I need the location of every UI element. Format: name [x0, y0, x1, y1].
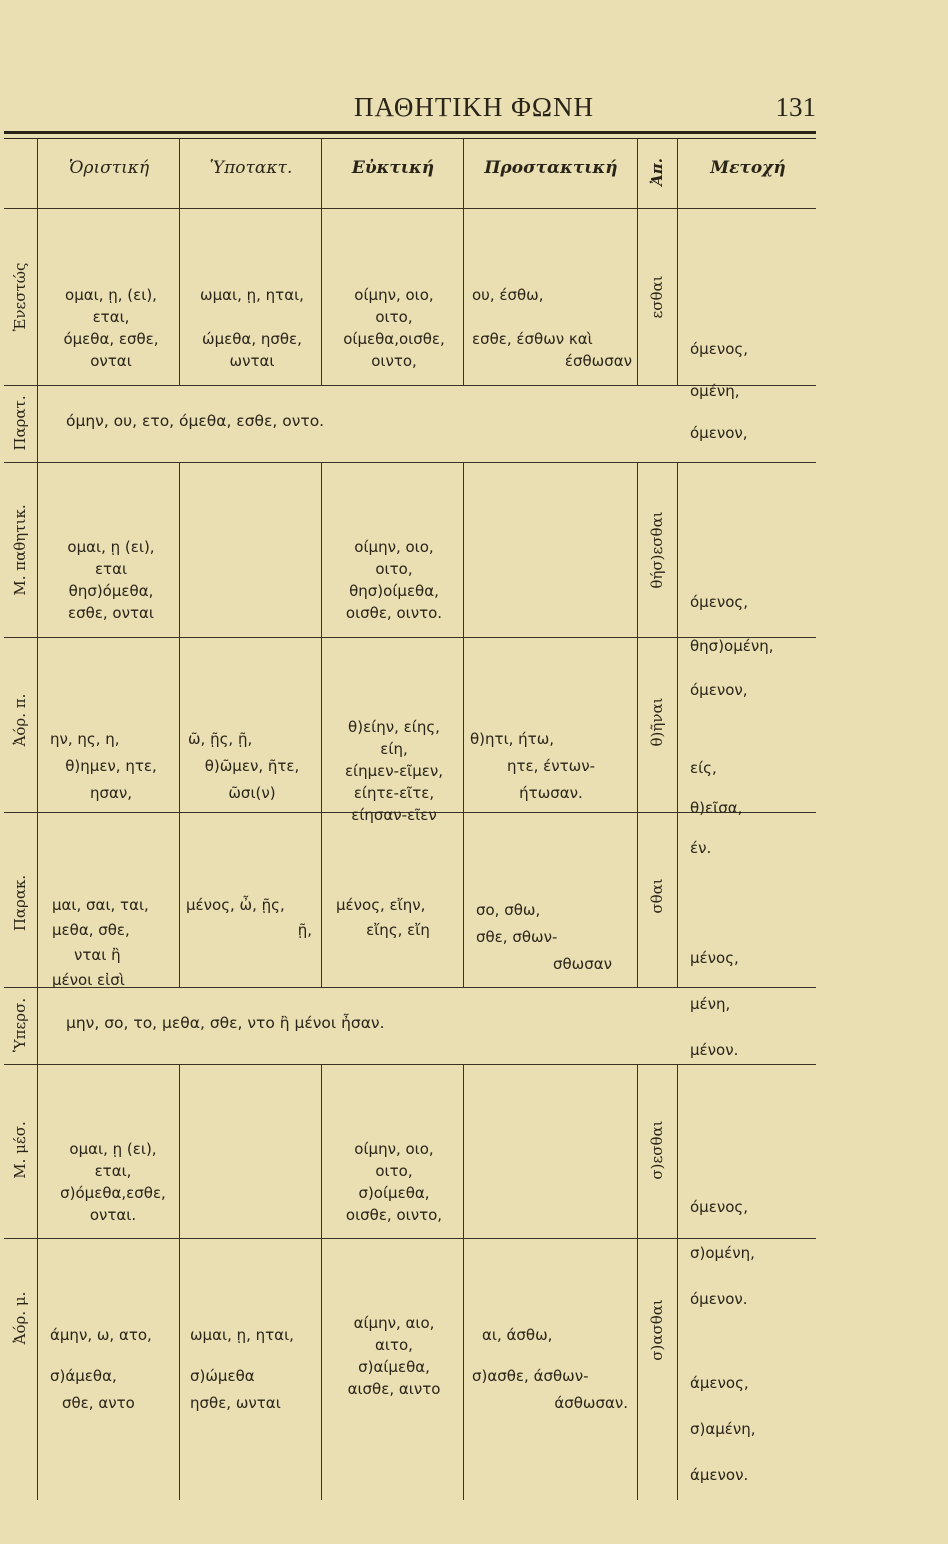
- page-number: 131: [775, 92, 816, 122]
- grid-vline: [179, 139, 180, 385]
- grid-vline: [179, 462, 180, 987]
- cell-oristiki: ην, ης, η, θ)ημεν, ητε, ησαν,: [50, 730, 157, 802]
- column-header-prostaktiki: Προστακτική: [484, 158, 618, 178]
- cell-aparemfato: εσθαι: [648, 275, 666, 319]
- cell-metochi: όμενος, ομένη, όμενον,: [690, 340, 748, 442]
- cell-ypotakt: ωμαι, ῃ, ηται, σ)ώμεθα ησθε, ωνται: [190, 1326, 294, 1412]
- column-header-efktiki: Εὐκτική: [351, 158, 435, 178]
- page-title: ΠΑΘΗΤΙΚΗ ΦΩΝΗ: [354, 92, 594, 122]
- row-label-enestos: Ἐνεστώς: [11, 262, 29, 332]
- cell-ypotakt: ωμαι, ῃ, ηται, ώμεθα, ησθε, ωνται: [200, 286, 304, 370]
- row-label-mellon-pathitikos: Μ. παθητικ.: [11, 504, 29, 596]
- row-label-aoristos-mesos: Ἀόρ. μ.: [11, 1291, 29, 1345]
- grid-vline: [463, 1064, 464, 1500]
- span-row-paratatikos: όμην, ου, ετο, όμεθα, εσθε, οντο.: [66, 412, 325, 430]
- cell-metochi: όμενος, θησ)ομένη, όμενον,: [690, 593, 774, 699]
- column-header-aparemfato: Ἀπ.: [648, 158, 666, 186]
- row-label-parakeimenos: Παρακ.: [11, 874, 29, 932]
- span-row-ypersyntelikos: μην, σο, το, μεθα, σθε, ντο ἢ μένοι ἦσαν.: [66, 1014, 385, 1032]
- grid-vline: [637, 462, 638, 987]
- row-label-mellon-mesos: Μ. μέσ.: [11, 1121, 29, 1179]
- cell-metochi: όμενος, σ)ομένη, όμενον.: [690, 1198, 755, 1308]
- cell-aparemfato: σ)ασθαι: [648, 1299, 666, 1361]
- cell-oristiki: ομαι, ῃ (ει), εται, σ)όμεθα,εσθε, ονται.: [60, 1140, 166, 1224]
- column-header-oristiki: Ὁριστική: [68, 158, 150, 178]
- cell-ypotakt: ῶ, ῇς, ῇ, θ)ῶμεν, ῆτε, ῶσι(ν): [188, 730, 300, 802]
- grid-vline: [179, 1064, 180, 1500]
- cell-prostaktiki: ου, έσθω, εσθε, έσθων καὶ έσθωσαν: [472, 286, 632, 370]
- cell-metochi: μένος, μένη, μένον.: [690, 949, 739, 1059]
- cell-aparemfato: σθαι: [648, 878, 666, 914]
- cell-oristiki: ομαι, ῃ, (ει), εται, όμεθα, εσθε, ονται: [63, 286, 159, 370]
- cell-efktiki: οίμην, οιο, οιτο, σ)οίμεθα, οισθε, οιντο,: [345, 1140, 443, 1224]
- grid-hline: [4, 208, 816, 209]
- cell-prostaktiki: αι, άσθω, σ)ασθε, άσθων- άσθωσαν.: [472, 1326, 628, 1412]
- grid-vline: [321, 1064, 322, 1500]
- cell-aparemfato: σ)εσθαι: [648, 1120, 666, 1180]
- cell-ypotakt: μένος, ὦ, ῇς, ῇ,: [186, 896, 312, 939]
- row-label-ypersyntelikos: Ὑπερσ.: [11, 997, 29, 1053]
- cell-efktiki: μένος, εἴην, εἴης, εἴη: [336, 896, 430, 939]
- cell-oristiki: μαι, σαι, ται, μεθα, σθε, νται ἢ μένοι εἰσὶ: [52, 896, 149, 989]
- cell-prostaktiki: θ)ητι, ήτω, ητε, έντων- ήτωσαν.: [470, 730, 596, 802]
- cell-aparemfato: θήσ)εσθαι: [648, 511, 666, 589]
- grid-vline: [637, 139, 638, 385]
- cell-metochi: είς, θ)εῖσα, έν.: [690, 759, 743, 857]
- cell-oristiki: ομαι, ῃ (ει), εται θησ)όμεθα, εσθε, ονται: [67, 538, 155, 622]
- grid-vline: [677, 462, 678, 987]
- grid-vline: [463, 139, 464, 385]
- grid-vline: [637, 1064, 638, 1500]
- cell-efktiki: θ)είην, είης, είη, είημεν-εῖμεν, είητε-εῖτε, είησαν-εῖεν: [344, 718, 444, 824]
- grid-vline: [321, 139, 322, 385]
- cell-prostaktiki: σο, σθω, σθε, σθων- σθωσαν: [476, 901, 612, 973]
- row-label-aoristos-pathitikos: Ἀόρ. π.: [11, 693, 29, 747]
- grid-vline: [677, 1064, 678, 1500]
- top-rule-thin: [4, 138, 816, 139]
- grid-vline: [463, 462, 464, 987]
- cell-oristiki: άμην, ω, ατο, σ)άμεθα, σθε, αντο: [50, 1326, 152, 1412]
- cell-aparemfato: θ)ῆναι: [648, 697, 666, 747]
- grid-vline: [37, 139, 38, 1500]
- cell-efktiki: αίμην, αιο, αιτο, σ)αίμεθα, αισθε, αιντο: [347, 1314, 441, 1398]
- grid-vline: [321, 462, 322, 987]
- row-label-paratatikos: Παρατ.: [11, 395, 29, 451]
- column-header-metochi: Μετοχή: [710, 158, 786, 178]
- cell-metochi: άμενος, σ)αμένη, άμενον.: [690, 1374, 756, 1484]
- cell-efktiki: οίμην, οιο, οιτο, θησ)οίμεθα, οισθε, οιντο.: [345, 538, 443, 622]
- grid-vline: [677, 139, 678, 385]
- top-rule-thick: [4, 131, 816, 134]
- column-header-ypotakt: Ὑποτακτ.: [209, 158, 293, 178]
- cell-efktiki: οίμην, οιο, οιτο, οίμεθα,οισθε, οιντο,: [343, 286, 445, 370]
